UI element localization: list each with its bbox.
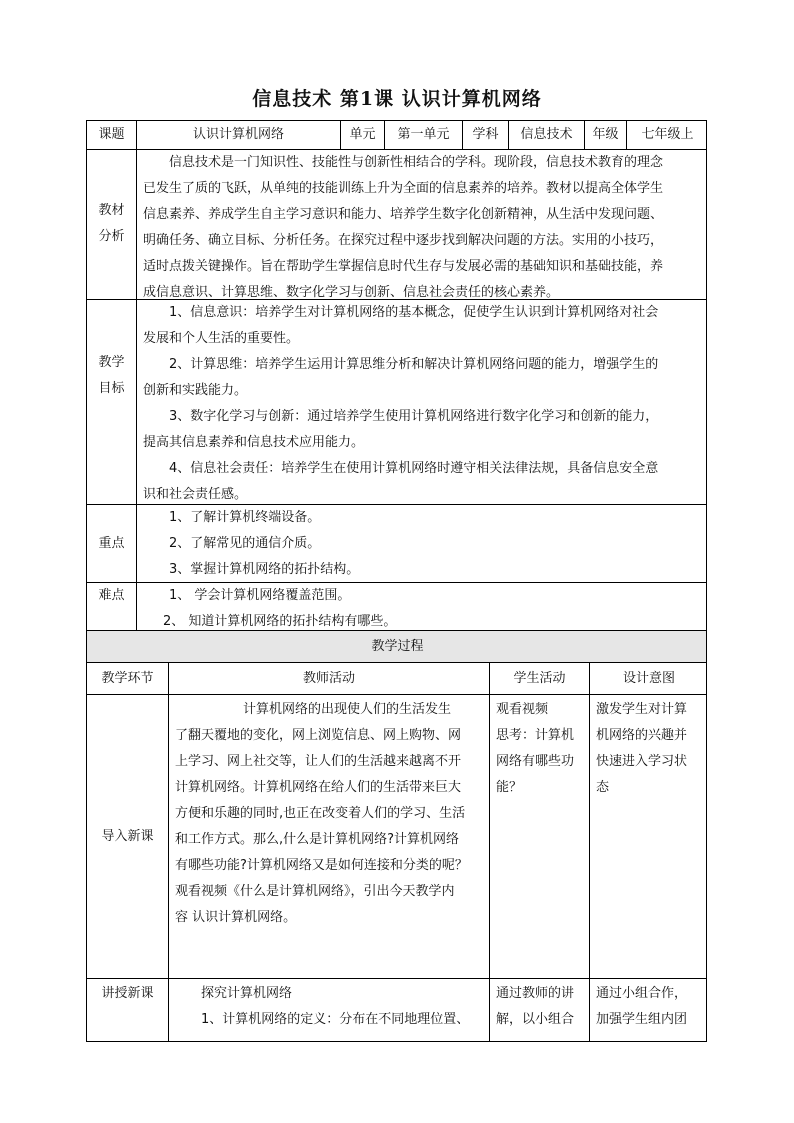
goals-label	[87, 300, 137, 505]
intro-teacher-activity	[169, 695, 490, 979]
lecture-teacher-activity	[169, 979, 490, 1042]
topic-value: 认识计算机网络	[137, 121, 341, 150]
intro-teacher-line: 有哪些功能?计算机网络又是如何连接和分类的呢？	[175, 858, 468, 873]
lecture-stage: 讲授新课	[87, 979, 169, 1042]
intro-student-activity	[490, 695, 590, 979]
key-points-content	[137, 505, 707, 583]
goal-line: 创新和实践能力。	[143, 383, 248, 398]
analysis-line: 信息素养、养成学生自主学习意识和能力、培养学生数字化创新精神，从生活中发现问题、	[143, 207, 664, 222]
intro-teacher-line: 计算机网络。计算机网络在给人们的生活带来巨大	[175, 780, 462, 795]
intro-student-line: 观看视频	[496, 702, 549, 717]
goal-line: 发展和个人生活的重要性。	[143, 331, 300, 346]
unit-label: 单元	[341, 121, 385, 150]
column-header-stage: 教学环节	[87, 663, 169, 695]
difficulties-content	[137, 583, 707, 631]
goal-line: 提高其信息素养和信息技术应用能力。	[143, 435, 365, 450]
intro-design-line: 态	[596, 780, 610, 795]
analysis-line: 适时点拨关键操作。旨在帮助学生掌握信息时代生存与发展必需的基础知识和基础技能，养	[143, 259, 664, 274]
difficulties-label: 难点	[87, 583, 137, 631]
lecture-teacher-line: 探究计算机网络	[201, 986, 293, 1001]
intro-teacher-line: 容 认识计算机网络。	[175, 910, 297, 925]
lecture-student-activity	[490, 979, 590, 1042]
column-header-teacher: 教师活动	[169, 663, 490, 695]
analysis-line: 信息技术是一门知识性、技能性与创新性相结合的学科。现阶段，信息技术教育的理念	[169, 155, 664, 170]
lecture-student-line: 解，以小组合	[496, 1012, 575, 1027]
unit-value: 第一单元	[385, 121, 463, 150]
analysis-line: 已发生了质的飞跃，从单纯的技能训练上升为全面的信息素养的培养。教材以提高全体学生	[143, 181, 664, 196]
subject-label: 学科	[463, 121, 509, 150]
goal-line: 1、信息意识：培养学生对计算机网络的基本概念，促使学生认识到计算机网络对社会	[169, 305, 659, 320]
analysis-line: 明确任务、确立目标、分析任务。在探究过程中逐步找到解决问题的方法。实用的小技巧，	[143, 233, 664, 248]
goal-line: 3、数字化学习与创新：通过培养学生使用计算机网络进行数字化学习和创新的能力，	[169, 409, 659, 424]
key-points-label: 重点	[87, 505, 137, 583]
lecture-student-line: 通过教师的讲	[496, 986, 575, 1001]
intro-teacher-line: 了翻天覆地的变化，网上浏览信息、网上购物、网	[175, 728, 462, 743]
column-header-design: 设计意图	[590, 663, 707, 695]
intro-teacher-line: 上学习、网上社交等，让人们的生活越来越离不开	[175, 754, 462, 769]
lecture-teacher-line: 1、计算机网络的定义：分布在不同地理位置、	[201, 1012, 470, 1027]
intro-stage: 导入新课	[87, 695, 169, 979]
topic-label: 课题	[87, 121, 137, 150]
intro-design-line: 快速进入学习状	[596, 754, 688, 769]
difficulty-item: 1、 学会计算机网络覆盖范围。	[169, 588, 351, 603]
key-point-item: 2、了解常见的通信介质。	[169, 536, 321, 551]
process-heading: 教学过程	[87, 631, 707, 663]
goals-label-line: 目标	[98, 381, 125, 396]
analysis-content	[137, 150, 707, 300]
key-point-item: 1、了解计算机终端设备。	[169, 510, 321, 525]
lecture-design-line: 通过小组合作，	[596, 986, 688, 1001]
difficulty-item: 2、 知道计算机网络的拓扑结构有哪些。	[163, 614, 397, 629]
intro-student-line: 网络有哪些功	[496, 754, 575, 769]
lecture-design-intent	[590, 979, 707, 1042]
intro-design-intent	[590, 695, 707, 979]
grade-label: 年级	[585, 121, 627, 150]
intro-student-line: 思考：计算机	[496, 728, 575, 743]
goal-line: 4、信息社会责任：培养学生在使用计算机网络时遵守相关法律法规，具备信息安全意	[169, 461, 659, 476]
grade-value: 七年级上	[627, 121, 707, 150]
page-title: 信息技术 第1课 认识计算机网络	[252, 88, 542, 110]
goal-line: 识和社会责任感。	[143, 487, 248, 502]
subject-value: 信息技术	[509, 121, 585, 150]
analysis-label-line: 教材	[98, 203, 125, 218]
intro-teacher-line: 计算机网络的出现使人们的生活发生	[243, 702, 452, 717]
intro-teacher-line: 和工作方式。那么,什么是计算机网络?计算机网络	[175, 832, 460, 847]
intro-design-line: 激发学生对计算	[596, 702, 688, 717]
goal-line: 2、计算思维：培养学生运用计算思维分析和解决计算机网络问题的能力，增强学生的	[169, 357, 659, 372]
intro-teacher-line: 观看视频《什么是计算机网络》，引出今天教学内	[175, 884, 455, 899]
goals-label-line: 教学	[98, 355, 125, 370]
analysis-line: 成信息意识、计算思维、数字化学习与创新、信息社会责任的核心素养。	[143, 285, 560, 300]
analysis-label	[87, 150, 137, 300]
column-header-student: 学生活动	[490, 663, 590, 695]
analysis-label-line: 分析	[98, 229, 125, 244]
lecture-design-line: 加强学生组内团	[596, 1012, 688, 1027]
lesson-plan-table	[86, 120, 707, 1042]
goals-content	[137, 300, 707, 505]
intro-student-line: 能？	[496, 780, 523, 795]
intro-teacher-line: 方便和乐趣的同时,也正在改变着人们的学习、生活	[175, 806, 466, 821]
intro-design-line: 机网络的兴趣并	[596, 728, 688, 743]
key-point-item: 3、掌握计算机网络的拓扑结构。	[169, 562, 360, 577]
